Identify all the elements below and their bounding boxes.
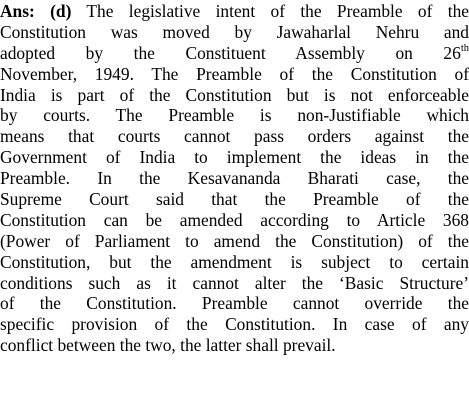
answer-label: Ans: (d) [0, 1, 72, 21]
answer-line: November, 1949. The Preamble of the Constitution of [0, 63, 469, 84]
answer-line: Government of India to implement the ideas in the [0, 147, 469, 168]
answer-line-text: adopted by the Constituent Assembly on 26 [0, 42, 461, 63]
ordinal-suffix: th [460, 42, 469, 54]
answer-line: Constitution, but the amendment is subject to certain [0, 251, 469, 272]
answer-line [0, 43, 469, 64]
answer-line: specific provision of the Constitution. In case of any [0, 314, 469, 335]
answer-line [0, 1, 469, 22]
answer-line-text: The legislative intent of the Preamble of the [71, 1, 469, 21]
answer-line: means that courts cannot pass orders against the [0, 126, 469, 147]
answer-line: Constitution was moved by Jawaharlal Nehru and [0, 21, 469, 42]
answer-line: of the Constitution. Preamble cannot override the [0, 293, 469, 314]
answer-line: conflict between the two, the latter shall prevail. [0, 335, 336, 356]
answer-line: Constitution can be amended according to Article 368 [0, 209, 469, 230]
answer-line: (Power of Parliament to amend the Constitution) of the [0, 230, 469, 251]
answer-line: conditions such as it cannot alter the ‘Basic Structure’ [0, 272, 469, 293]
answer-line: Preamble. In the Kesavananda Bharati case, the [0, 168, 469, 189]
answer-line: Supreme Court said that the Preamble of the [0, 189, 469, 210]
answer-line: India is part of the Constitution but is not enforceable [0, 84, 469, 105]
answer-line: by courts. The Preamble is non-Justifiable which [0, 105, 469, 126]
